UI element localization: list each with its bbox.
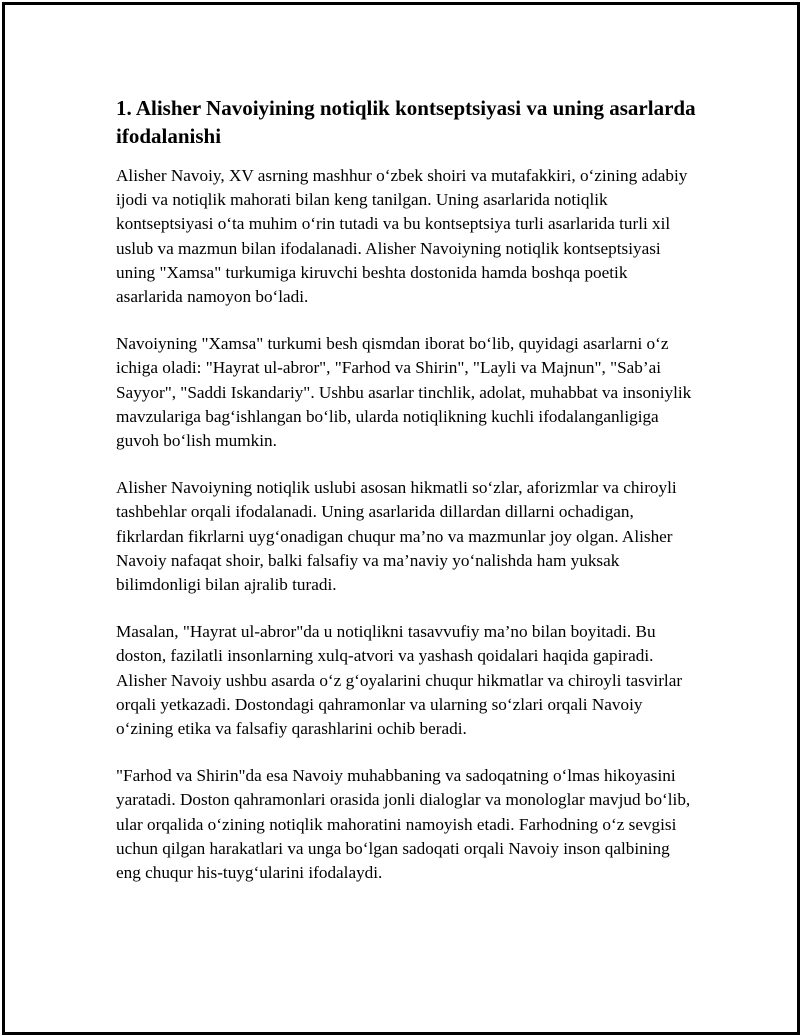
paragraph-hayrat: Masalan, "Hayrat ul-abror"da u notiqlikni tasavvufiy ma’no bilan boyitadi. Bu doston, fazilatli insonlarning xulq-atvori va yashash qoidalari haqida gapiradi. Alisher Navoiy ushbu asarda o‘z g‘oyalarini chuqur hikmatlar va chiroyli tasvirlar orqali yetkazadi. Dostondagi qahramonlar va ularning so‘zlari orqali Navoiy o‘zining etika va falsafiy qarashlarini ochib beradi. — [116, 622, 683, 739]
paragraph-intro: Alisher Navoiy, XV asrning mashhur o‘zbek shoiri va mutafakkiri, o‘zining adabiy ijodi va notiqlik mahorati bilan keng tanilgan. Uning asarlarida notiqlik kontseptsiyasi o‘ta muhim o‘rin tutadi va bu kontseptsiya turli asarlarida turli xil uslub va mazmun bilan ifodalanadi. Alisher Navoiyning notiqlik kontseptsiyasi uning "Xamsa" turkumiga kiruvchi beshta dostonida hamda boshqa poetik asarlarida namoyon bo‘ladi. — [116, 166, 688, 307]
paragraph-farhod: "Farhod va Shirin"da esa Navoiy muhabbaning va sadoqatning o‘lmas hikoyasini yaratadi. Doston qahramonlari orasida jonli dialoglar va monologlar mavjud bo‘lib, ular orqalida o‘zining notiqlik mahoratini namoyish etadi. Farhodning o‘z sevgisi uchun qilgan harakatlari va unga bo‘lgan sadoqati orqali Navoiy inson qalbining eng chuqur his-tuyg‘ularini ifodalaydi. — [116, 766, 691, 883]
section-heading: 1. Alisher Navoiyining notiqlik kontseptsiyasi va uning asarlarda ifodalanishi — [116, 96, 696, 148]
document-body — [116, 94, 696, 908]
paragraph-style: Alisher Navoiyning notiqlik uslubi asosan hikmatli so‘zlar, aforizmlar va chiroyli tashbehlar orqali ifodalanadi. Uning asarlarida dillardan dillarni ochadigan, fikrlardan fikrlarni uyg‘onadigan chuqur ma’no va mazmunlar joy olgan. Alisher Navoiy nafaqat shoir, balki falsafiy va ma’naviy yo‘nalishda ham yuksak bilimdonligi bilan ajralib turadi. — [116, 478, 677, 595]
paragraph-xamsa: Navoiyning "Xamsa" turkumi besh qismdan iborat bo‘lib, quyidagi asarlarni o‘z ichiga oladi: "Hayrat ul-abror", "Farhod va Shirin", "Layli va Majnun", "Sab’ai Sayyor", "Saddi Iskandariy". Ushbu asarlar tinchlik, adolat, muhabbat va insoniylik mavzulariga bag‘ishlangan bo‘lib, ularda notiqlikning kuchli ifodalanganligiga guvoh bo‘lish mumkin. — [116, 334, 692, 451]
